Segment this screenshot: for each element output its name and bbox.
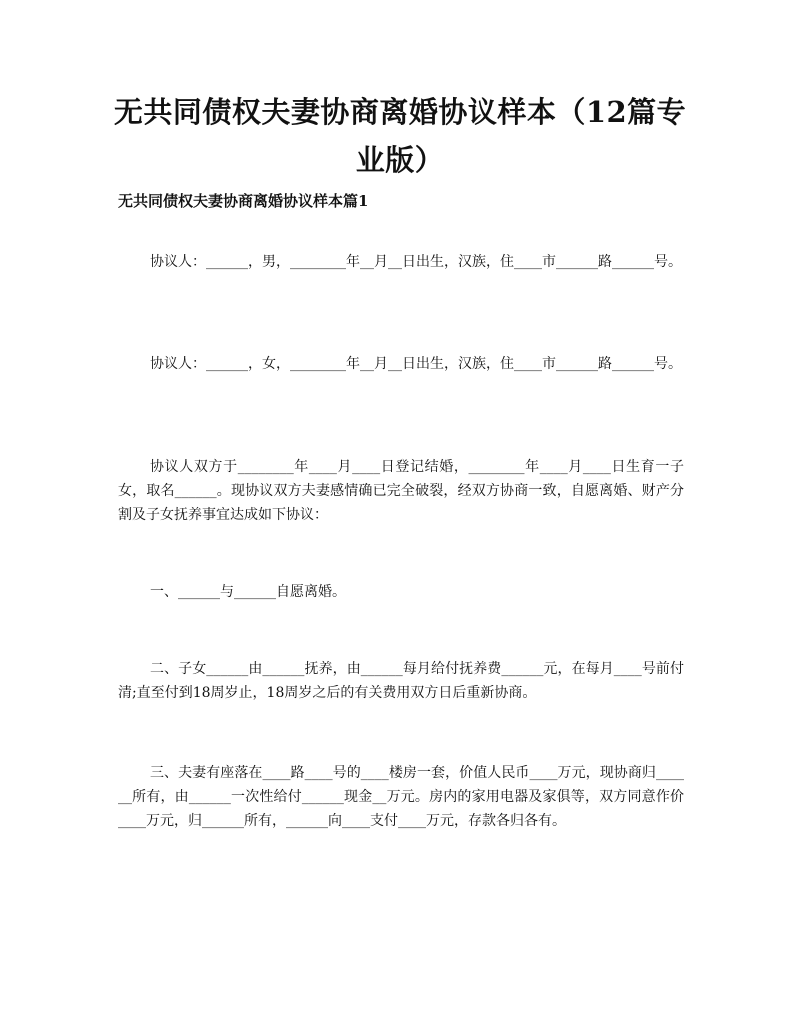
paragraph-party-female: 协议人：______，女，________年__月__日出生，汉族，住____市______路______号。: [150, 356, 682, 372]
paragraph-party-male: 协议人：______，男，________年__月__日出生，汉族，住____市______路______号。: [150, 254, 682, 270]
paragraph-clause-1: 一、______与______自愿离婚。: [150, 584, 346, 600]
document-title: 无共同债权夫妻协商离婚协议样本（12篇专业版）: [113, 95, 687, 177]
section-heading: 无共同债权夫妻协商离婚协议样本篇1: [118, 192, 369, 210]
paragraph-clause-2: 二、子女______由______抚养，由______每月给付抚养费______元，在每月____号前付清;直至付到18周岁止，18周岁之后的有关费用双方日后重新协商。: [118, 661, 684, 701]
paragraph-marriage-statement: 协议人双方于________年____月____日登记结婚，________年____月____日生育一子女，取名______。现协议双方夫妻感情确已完全破裂，经双方协商一致，自愿离婚、财产分割及子女抚养事宜达成如下协议：: [118, 459, 684, 523]
paragraph-clause-3: 三、夫妻有座落在____路____号的____楼房一套，价值人民币____万元，现协商归______所有，由______一次性给付______现金__万元。房内的家用电器及家俱等，双方同意作价____万元，归______所有，______向____支付____万元，存款各归各有。: [118, 765, 684, 829]
